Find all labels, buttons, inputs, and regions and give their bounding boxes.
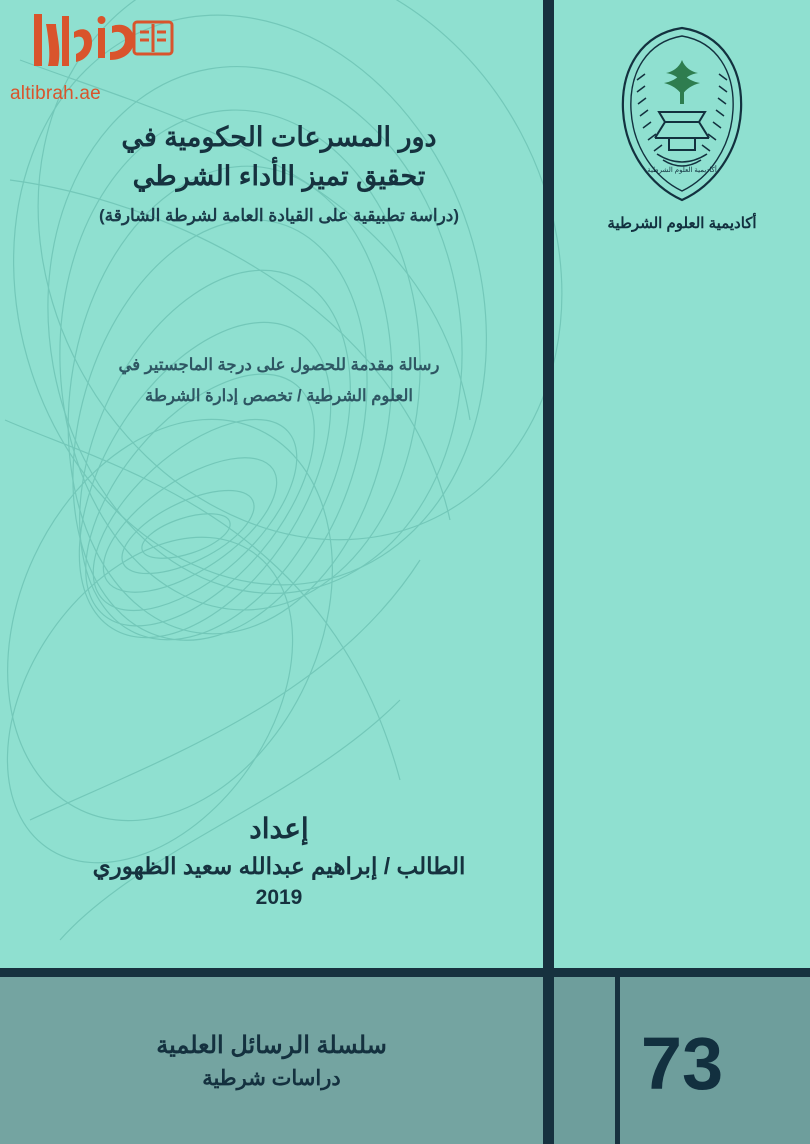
author-name: الطالب / إبراهيم عبدالله سعيد الظهوري [92, 853, 466, 879]
title-line-2: تحقيق تميز الأداء الشرطي [132, 161, 426, 192]
horizontal-divider [0, 968, 810, 977]
title-block [24, 118, 534, 226]
author-label: إعداد [249, 813, 309, 844]
watermark [8, 6, 178, 105]
degree-line-2: العلوم الشرطية / تخصص إدارة الشرطة [145, 386, 413, 405]
author-block [24, 812, 534, 910]
degree-statement [24, 350, 534, 411]
title-line-1: دور المسرعات الحكومية في [121, 122, 437, 152]
footer-series-title: سلسلة الرسائل العلمية [156, 1031, 387, 1059]
institution-name: أكاديمية العلوم الشرطية [607, 215, 757, 232]
footer-number-panel [554, 977, 810, 1144]
publication-year: 2019 [255, 886, 303, 909]
watermark-url: altibrah.ae [10, 83, 101, 104]
institution-emblem-block [554, 20, 810, 232]
footer-series-subtitle: دراسات شرطية [202, 1066, 341, 1090]
altibrah-logo-icon [28, 6, 178, 81]
degree-line-1: رسالة مقدمة للحصول على درجة الماجستير في [118, 356, 440, 374]
police-academy-emblem-icon [607, 20, 757, 210]
svg-text:أكاديمية العلوم الشرطية: أكاديمية العلوم الشرطية [647, 167, 717, 174]
footer-series-panel [0, 977, 543, 1144]
vertical-divider-outer [543, 0, 554, 975]
subtitle: (دراسة تطبيقية على القيادة العامة لشرطة الشارقة) [98, 206, 460, 226]
footer-divider-outer [543, 977, 554, 1144]
series-number: 73 [640, 1021, 724, 1105]
footer-divider-inner [615, 977, 620, 1144]
